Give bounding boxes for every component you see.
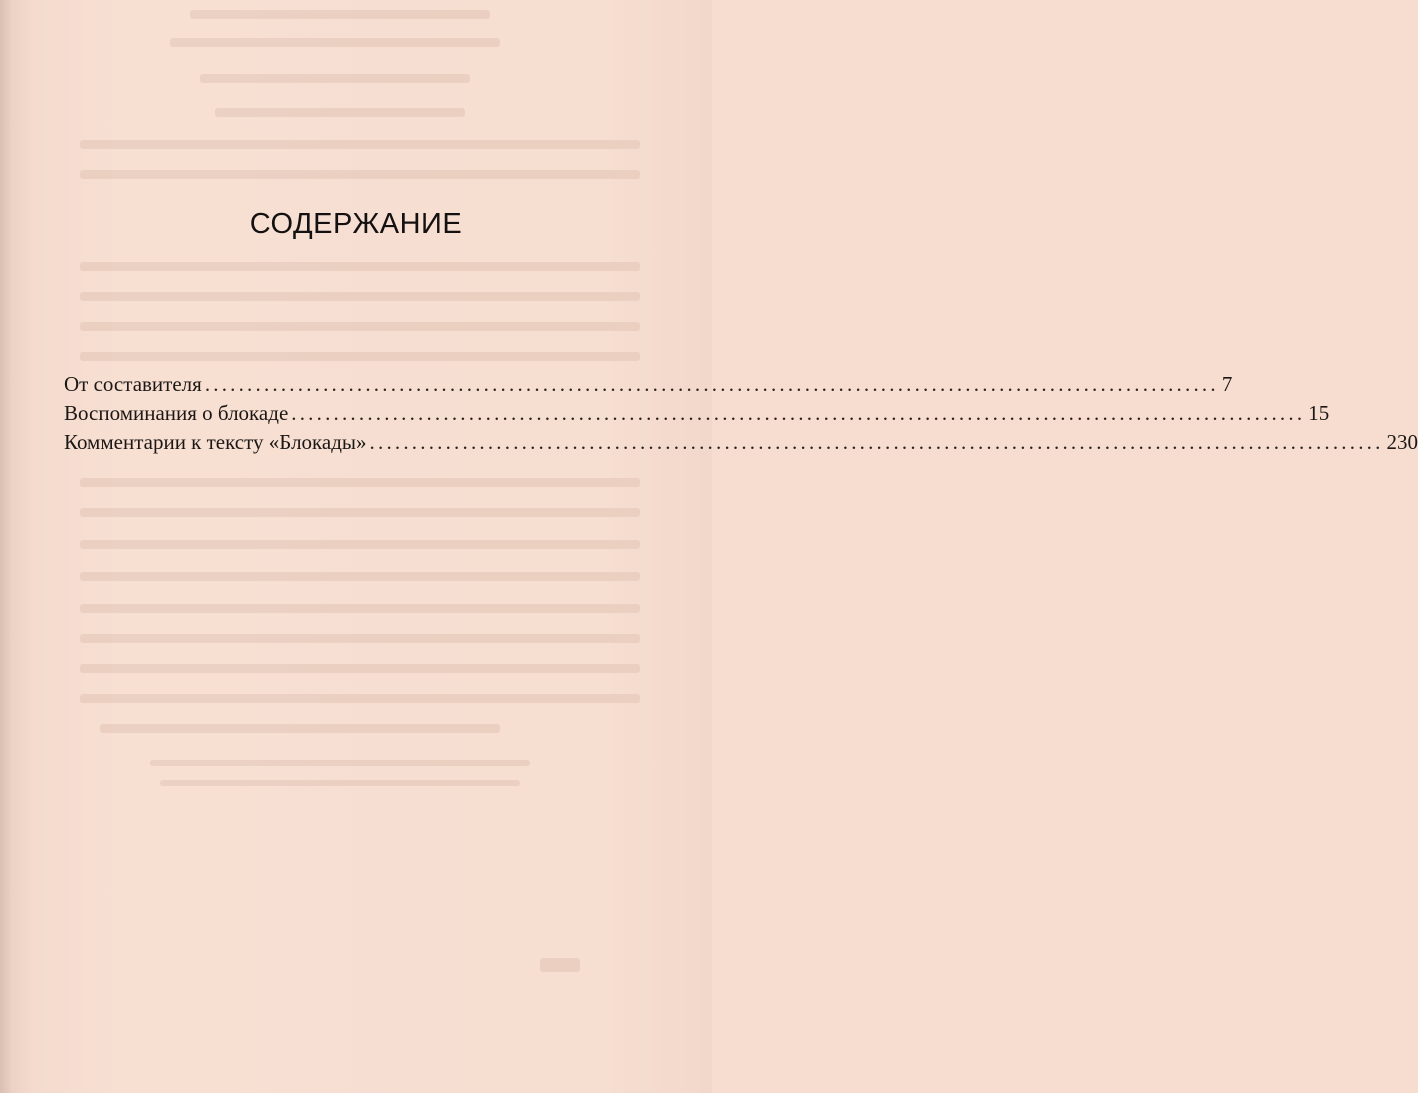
toc-entry-title: Воспоминания о блокаде (64, 401, 289, 425)
bleed-through-line (80, 170, 640, 179)
bleed-through-line (200, 74, 470, 83)
page-title: СОДЕРЖАНИЕ (249, 208, 463, 240)
toc-entry-title: От составителя (64, 372, 202, 396)
bleed-through-line (190, 10, 490, 19)
toc-entry (64, 428, 1418, 457)
bleed-through-line (80, 604, 640, 613)
bleed-through-line (80, 292, 640, 301)
bleed-through-line (150, 760, 530, 766)
bleed-through-line (100, 724, 500, 733)
toc-entry (64, 399, 1330, 428)
bleed-through-line (160, 780, 520, 786)
toc-entry (64, 370, 1233, 399)
toc-entry-page: 230 (1386, 430, 1418, 454)
bleed-through-line (80, 508, 640, 517)
toc-entry-page: 15 (1308, 401, 1330, 425)
bleed-through-line (80, 540, 640, 549)
toc-dot-leader: ........................................................................................................................ (369, 430, 1384, 454)
toc-entry-page: 7 (1221, 372, 1233, 396)
table-of-contents (64, 370, 1418, 457)
bleed-through-line (80, 322, 640, 331)
bleed-through-line (80, 352, 640, 361)
toc-dot-leader: ........................................................................................................................ (291, 401, 1306, 425)
bleed-through-line (80, 664, 640, 673)
bleed-through-line (80, 478, 640, 487)
bleed-through-line (215, 108, 465, 117)
bleed-through-line (80, 140, 640, 149)
bleed-through-line (80, 694, 640, 703)
bleed-through-line (170, 38, 500, 47)
bleed-through-page-number (540, 958, 580, 972)
toc-dot-leader: ........................................................................................................................ (204, 372, 1219, 396)
toc-entry-title: Комментарии к тексту «Блокады» (64, 430, 367, 454)
bleed-through-line (80, 634, 640, 643)
bleed-through-line (80, 572, 640, 581)
bleed-through-line (80, 262, 640, 271)
